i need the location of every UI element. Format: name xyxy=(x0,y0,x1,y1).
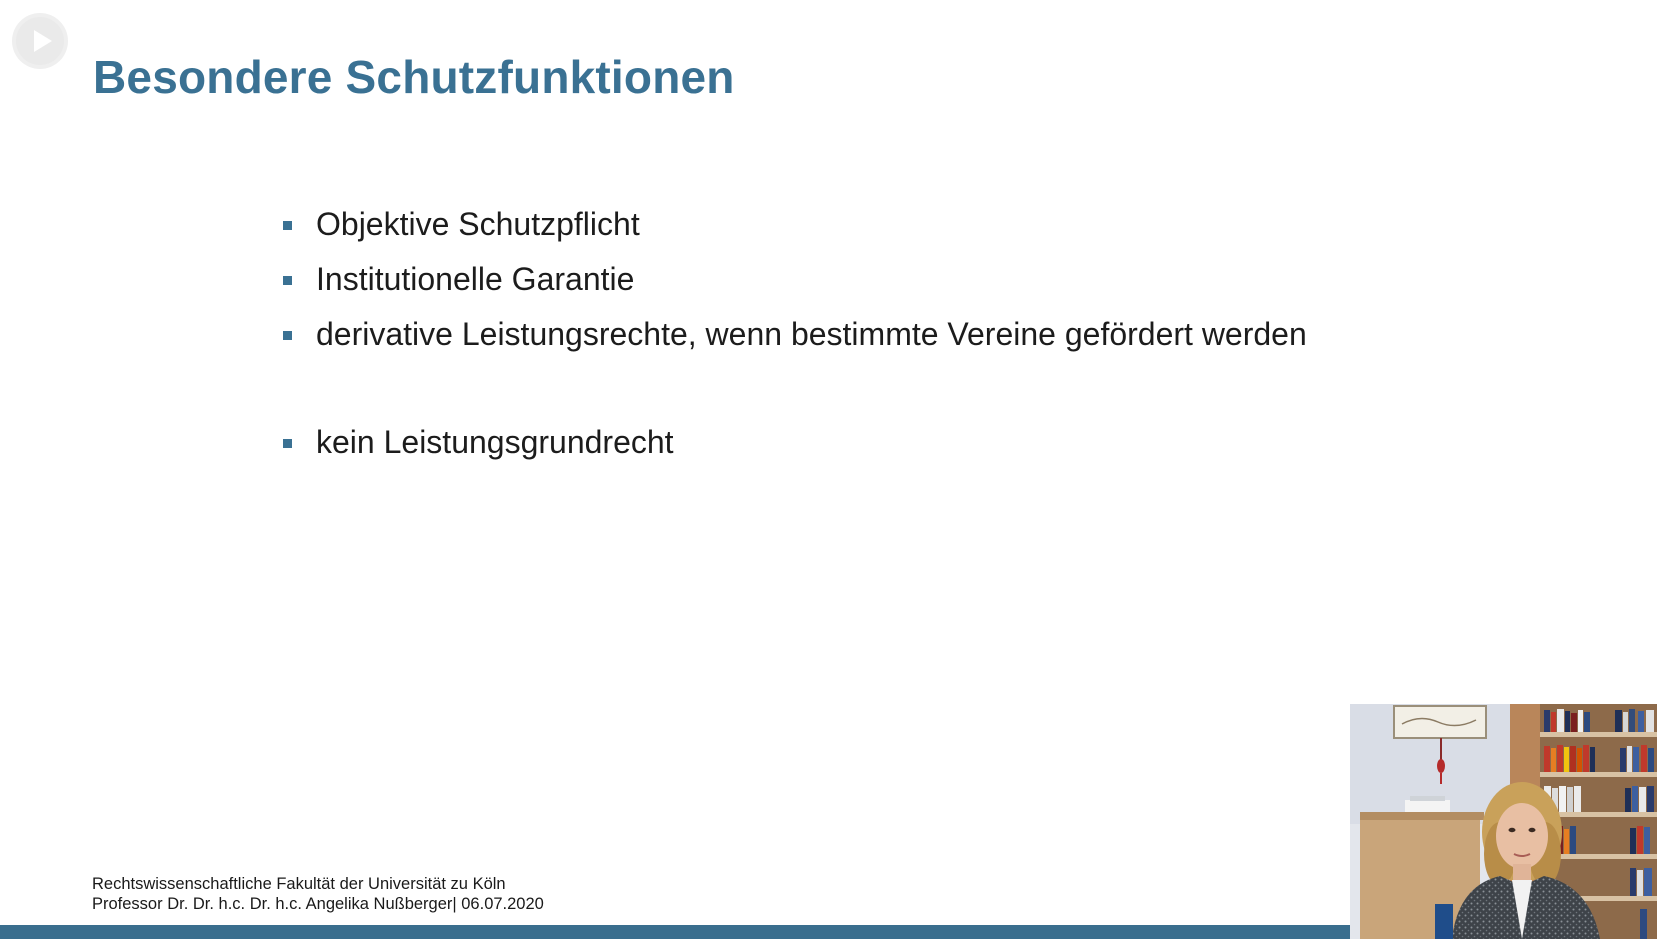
square-bullet-icon xyxy=(283,276,292,285)
bullet-text: Objektive Schutzpflicht xyxy=(316,206,640,242)
bullet-list xyxy=(280,205,1310,462)
bullet-text: kein Leistungsgrundrecht xyxy=(316,424,674,460)
bullet-item xyxy=(280,315,1310,354)
bottom-accent-bar xyxy=(0,925,1350,939)
bullet-item xyxy=(280,260,1310,299)
speaker-video-feed xyxy=(1350,704,1657,939)
bullet-text: derivative Leistungsrechte, wenn bestimmte Vereine gefördert werden xyxy=(316,316,1307,352)
slide-footer xyxy=(92,874,544,914)
square-bullet-icon xyxy=(283,331,292,340)
slide-title: Besondere Schutzfunktionen xyxy=(93,51,735,103)
footer-faculty: Rechtswissenschaftliche Fakultät der Universität zu Köln xyxy=(92,875,506,893)
footer-author-date: Professor Dr. Dr. h.c. Dr. h.c. Angelika Nußberger| 06.07.2020 xyxy=(92,895,544,913)
speaker-video[interactable] xyxy=(1350,704,1657,939)
play-icon xyxy=(12,13,68,69)
bullet-text: Institutionelle Garantie xyxy=(316,261,635,297)
square-bullet-icon xyxy=(283,221,292,230)
play-button[interactable] xyxy=(12,13,68,69)
bullet-item xyxy=(280,205,1310,244)
bullet-item xyxy=(280,423,1310,462)
square-bullet-icon xyxy=(283,439,292,448)
